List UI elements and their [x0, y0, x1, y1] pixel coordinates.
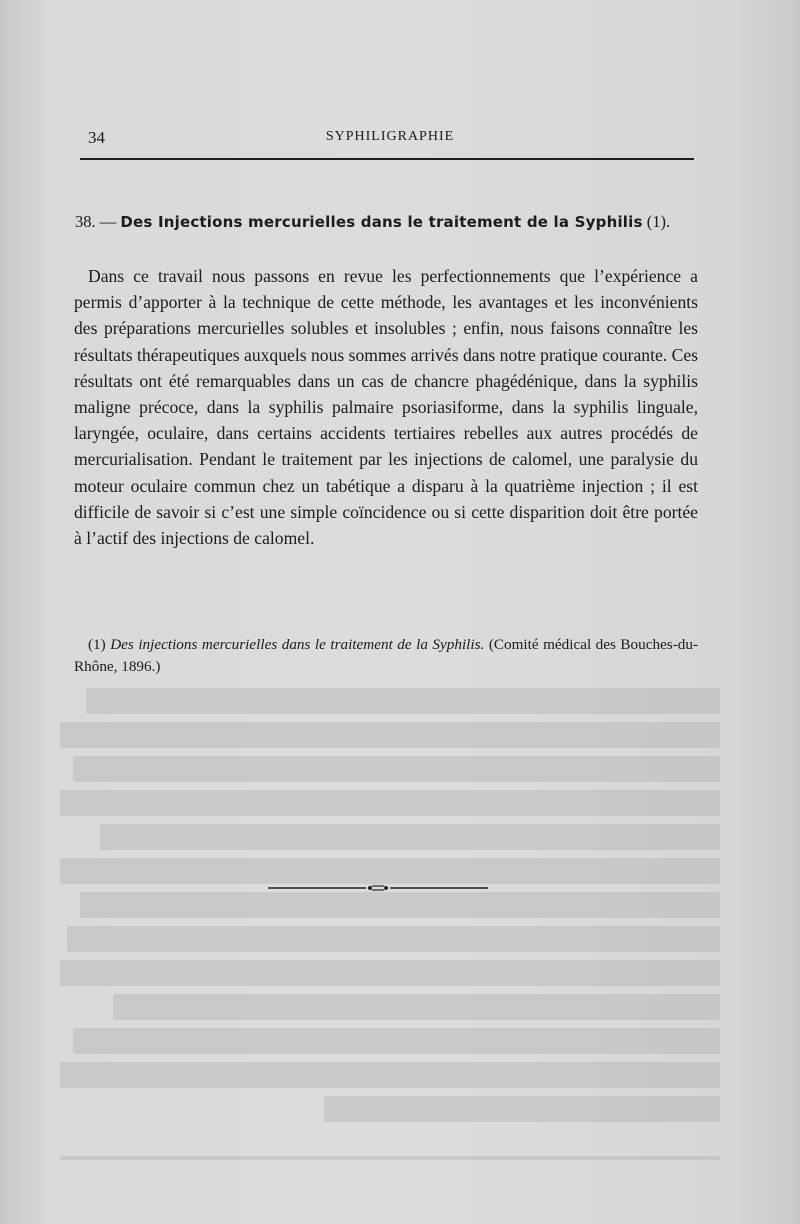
ornament-divider: [268, 880, 488, 896]
running-title: SYPHILIGRAPHIE: [325, 129, 455, 144]
page-header: [88, 128, 692, 150]
footnote-reference: (1).: [646, 212, 671, 231]
footnote-title: Des injections mercurielles dans le traitement de la Syphilis.: [110, 636, 485, 653]
section-heading: [75, 212, 715, 232]
body-paragraph: Dans ce travail nous passons en revue les perfectionnements que l’expérience a permis d’apporter à la technique de cette méthode, les avantages et les inconvénients des préparations mercurielles solubles et insolubles ; enfin, nous faisons connaître les résultats thérapeutiques auxquels nous sommes arrivés dans notre pratique courante. Ces résultats ont été remarquables dans un cas de chancre phagédénique, dans la syphilis maligne précoce, dans la syphilis palmaire psoriasiforme, dans la syphilis linguale, laryngée, oculaire, dans certains accidents tertiaires rebelles aux autres procédés de mercurialisation. Pendant le traitement par les injections de calomel, une paralysie du moteur oculaire commun chez un tabétique a disparu à la quatrième injection ; il est difficile de savoir si c’est une simple coïncidence ou si cette disparition doit être portée à l’actif des injections de calomel.: [74, 266, 698, 549]
page-number: 34: [88, 128, 105, 147]
footnote-source: (Comité médical des Bouches-du-Rhône, 1896.): [74, 636, 699, 675]
section-title: Des Injections mercurielles dans le traitement de la Syphilis: [120, 213, 643, 231]
footnote-marker: (1): [88, 636, 106, 653]
show-through-text: [60, 680, 720, 1160]
footnote: [74, 634, 698, 678]
header-rule: [80, 158, 694, 160]
section-number: 38. —: [75, 212, 117, 231]
